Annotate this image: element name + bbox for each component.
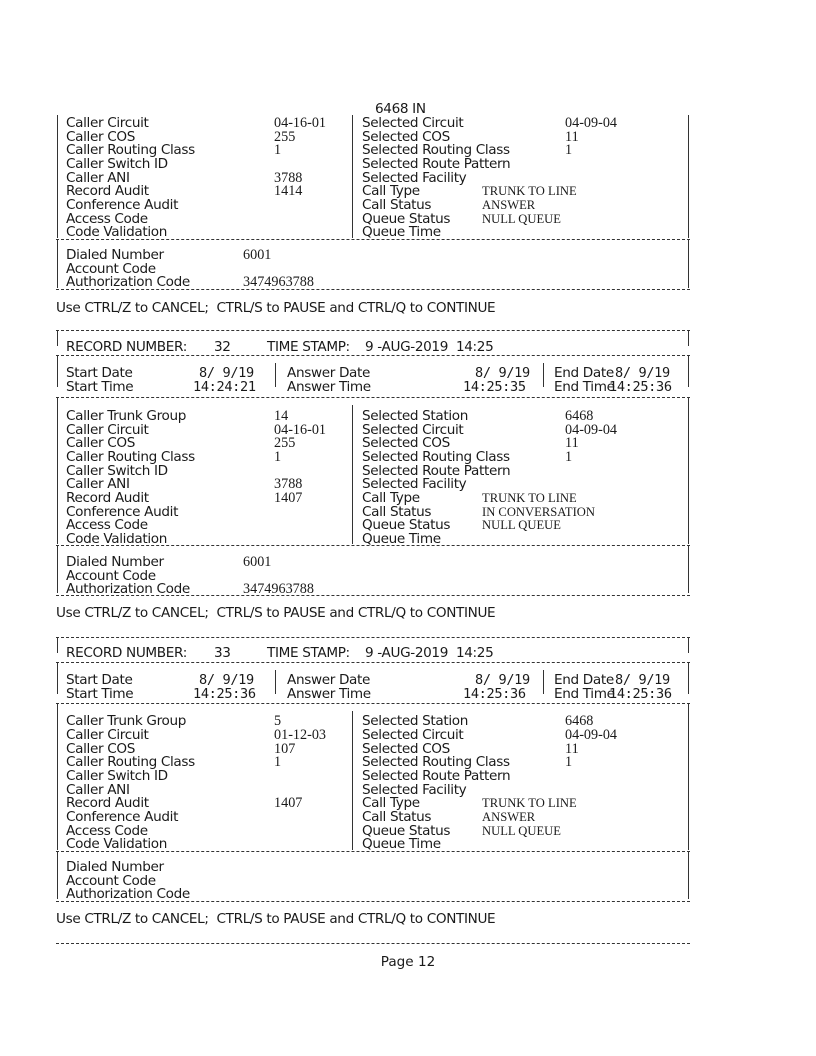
field-value: 04-16-01: [274, 115, 327, 131]
field-label: Caller Circuit: [66, 422, 149, 438]
dialed-number-label: Dialed Number: [66, 859, 164, 875]
dialed-number-value: 6001: [243, 554, 272, 570]
authorization-code-value: 3474963788: [243, 274, 314, 290]
left-border: [57, 663, 58, 694]
left-border: [57, 240, 58, 288]
field-label: Call Status: [362, 504, 432, 520]
field-value: ANSWER: [482, 198, 536, 212]
dialed-number-label: Dialed Number: [66, 247, 164, 263]
left-border: [57, 704, 58, 850]
page-number: Page 12: [380, 954, 436, 970]
right-border: [688, 356, 689, 387]
field-label: Selected Route Pattern: [362, 156, 511, 172]
field-label: Selected Route Pattern: [362, 768, 511, 784]
field-value: NULL QUEUE: [482, 212, 561, 226]
left-border: [57, 115, 58, 238]
divider: [56, 397, 690, 398]
field-value: 255: [274, 435, 296, 451]
authorization-code-label: Authorization Code: [66, 581, 190, 597]
field-label: Queue Time: [362, 224, 441, 240]
field-value: NULL QUEUE: [482, 824, 561, 838]
record-number-label: RECORD NUMBER:: [66, 339, 187, 355]
answer-date-label: Answer Date: [287, 365, 371, 381]
field-label: Selected Facility: [362, 170, 467, 186]
divider: [56, 637, 690, 638]
field-label: Code Validation: [66, 224, 167, 240]
account-code-label: Account Code: [66, 568, 156, 584]
start-time-label: Start Time: [66, 686, 134, 702]
right-border: [688, 546, 689, 593]
column-divider: [352, 405, 353, 544]
field-label: Selected Routing Class: [362, 142, 510, 158]
dialed-number-label: Dialed Number: [66, 554, 164, 570]
left-border: [57, 398, 58, 544]
left-border: [57, 852, 58, 899]
control-hint: Use CTRL/Z to CANCEL; CTRL/S to PAUSE and CTRL/Q to CONTINUE: [56, 911, 496, 927]
column-divider: [543, 670, 544, 694]
divider: [56, 703, 690, 704]
field-label: Selected Facility: [362, 476, 467, 492]
field-label: Selected COS: [362, 129, 450, 145]
field-label: Caller Routing Class: [66, 449, 195, 465]
account-code-label: Account Code: [66, 261, 156, 277]
end-date: 8/ 9/19: [615, 672, 670, 688]
field-value: 1: [274, 142, 282, 158]
field-value: 1407: [274, 795, 303, 811]
field-value: 1: [274, 449, 282, 465]
control-hint: Use CTRL/Z to CANCEL; CTRL/S to PAUSE and CTRL/Q to CONTINUE: [56, 300, 496, 316]
field-label: Selected Route Pattern: [362, 463, 511, 479]
field-value: 255: [274, 129, 296, 145]
field-value: 11: [565, 435, 579, 451]
start-time: 14:25:36: [193, 686, 256, 702]
field-value: 3788: [274, 476, 303, 492]
field-value: 04-09-04: [565, 727, 618, 743]
field-value: 04-16-01: [274, 422, 327, 438]
field-label: Queue Time: [362, 836, 441, 852]
field-label: Caller Trunk Group: [66, 408, 187, 424]
end-date-label: End Date: [554, 672, 614, 688]
field-label: Caller Routing Class: [66, 142, 195, 158]
left-border: [57, 546, 58, 593]
field-value: 6468: [565, 713, 594, 729]
divider: [56, 851, 690, 852]
answer-date-label: Answer Date: [287, 672, 371, 688]
field-label: Queue Status: [362, 211, 451, 227]
field-label: Selected Facility: [362, 782, 467, 798]
answer-date: 8/ 9/19: [475, 365, 530, 381]
right-border: [688, 852, 689, 899]
authorization-code-label: Authorization Code: [66, 274, 190, 290]
field-label: Record Audit: [66, 795, 149, 811]
field-label: Caller ANI: [66, 782, 130, 798]
field-value: TRUNK TO LINE: [482, 184, 577, 198]
field-value: 3788: [274, 170, 303, 186]
authorization-code-label: Authorization Code: [66, 886, 190, 902]
field-value: 01-12-03: [274, 727, 327, 743]
field-label: Call Status: [362, 809, 432, 825]
field-label: Selected Routing Class: [362, 754, 510, 770]
account-code-label: Account Code: [66, 873, 156, 889]
field-label: Caller COS: [66, 435, 135, 451]
answer-time: 14:25:36: [463, 686, 526, 702]
right-border: [688, 331, 689, 346]
answer-time: 14:25:35: [463, 379, 526, 395]
field-label: Selected Routing Class: [362, 449, 510, 465]
field-label: Caller Circuit: [66, 727, 149, 743]
field-value: 1407: [274, 490, 303, 506]
end-time-label: End Time: [554, 379, 615, 395]
field-label: Caller COS: [66, 129, 135, 145]
answer-time-label: Answer Time: [287, 686, 371, 702]
field-label: Conference Audit: [66, 197, 179, 213]
field-label: Call Type: [362, 490, 420, 506]
column-divider: [352, 711, 353, 850]
start-date-label: Start Date: [66, 672, 133, 688]
field-value: 14: [274, 408, 289, 424]
start-time-label: Start Time: [66, 379, 134, 395]
left-border: [57, 356, 58, 387]
column-divider: [275, 670, 276, 694]
start-date: 8/ 9/19: [199, 365, 254, 381]
field-label: Record Audit: [66, 183, 149, 199]
field-value: 1: [274, 754, 282, 770]
field-label: Call Type: [362, 795, 420, 811]
left-border: [57, 638, 58, 653]
record-number: 33: [214, 645, 231, 661]
divider: [56, 289, 690, 290]
answer-date: 8/ 9/19: [475, 672, 530, 688]
end-time-label: End Time: [554, 686, 615, 702]
control-hint: Use CTRL/Z to CANCEL; CTRL/S to PAUSE and CTRL/Q to CONTINUE: [56, 605, 496, 621]
field-value: 5: [274, 713, 282, 729]
field-value: 1: [565, 449, 573, 465]
field-label: Caller ANI: [66, 170, 130, 186]
end-time: 14:25:36: [609, 686, 672, 702]
record-number-label: RECORD NUMBER:: [66, 645, 187, 661]
field-value: TRUNK TO LINE: [482, 796, 577, 810]
field-value: ANSWER: [482, 810, 536, 824]
field-label: Caller Trunk Group: [66, 713, 187, 729]
field-value: 1: [565, 142, 573, 158]
divider: [56, 943, 690, 944]
divider: [56, 901, 690, 902]
field-value: 1: [565, 754, 573, 770]
end-date-label: End Date: [554, 365, 614, 381]
field-label: Caller Switch ID: [66, 768, 168, 784]
field-label: Queue Time: [362, 531, 441, 547]
column-divider: [543, 363, 544, 387]
field-label: Selected Circuit: [362, 727, 464, 743]
right-border: [688, 638, 689, 653]
field-value: IN CONVERSATION: [482, 505, 595, 519]
start-date-label: Start Date: [66, 365, 133, 381]
field-label: Caller Circuit: [66, 115, 149, 131]
record-number: 32: [214, 339, 231, 355]
field-value: 04-09-04: [565, 115, 618, 131]
end-time: 14:25:36: [609, 379, 672, 395]
field-label: Caller Routing Class: [66, 754, 195, 770]
field-label: Caller Switch ID: [66, 463, 168, 479]
field-label: Conference Audit: [66, 809, 179, 825]
field-label: Queue Status: [362, 823, 451, 839]
field-label: Call Status: [362, 197, 432, 213]
field-value: 11: [565, 741, 579, 757]
field-value: 6468: [565, 408, 594, 424]
end-date: 8/ 9/19: [615, 365, 670, 381]
divider: [56, 662, 690, 663]
field-label: Selected COS: [362, 435, 450, 451]
field-label: Queue Status: [362, 517, 451, 533]
field-value: TRUNK TO LINE: [482, 491, 577, 505]
field-label: Access Code: [66, 823, 148, 839]
divider: [56, 355, 690, 356]
authorization-code-value: 3474963788: [243, 581, 314, 597]
divider: [56, 595, 690, 596]
dialed-number-value: 6001: [243, 247, 272, 263]
field-label: Access Code: [66, 517, 148, 533]
field-label: Code Validation: [66, 531, 167, 547]
field-value: 1414: [274, 183, 303, 199]
column-divider: [352, 115, 353, 238]
field-value: 107: [274, 741, 296, 757]
field-label: Selected COS: [362, 741, 450, 757]
field-value: NULL QUEUE: [482, 518, 561, 532]
divider: [56, 545, 690, 546]
field-label: Selected Station: [362, 408, 468, 424]
field-label: Caller Switch ID: [66, 156, 168, 172]
start-date: 8/ 9/19: [199, 672, 254, 688]
left-border: [57, 331, 58, 346]
time-stamp-label: TIME STAMP:: [267, 645, 350, 661]
field-label: Call Type: [362, 183, 420, 199]
start-time: 14:24:21: [193, 379, 256, 395]
right-border: [688, 240, 689, 288]
field-label: Code Validation: [66, 836, 167, 852]
time-stamp: 9 -AUG-2019 14:25: [365, 339, 494, 355]
field-label: Access Code: [66, 211, 148, 227]
answer-time-label: Answer Time: [287, 379, 371, 395]
right-border: [688, 663, 689, 694]
field-label: Record Audit: [66, 490, 149, 506]
column-divider: [275, 363, 276, 387]
field-label: Caller ANI: [66, 476, 130, 492]
field-label: Conference Audit: [66, 504, 179, 520]
right-border: [688, 398, 689, 544]
right-border: [688, 115, 689, 238]
field-value: 11: [565, 129, 579, 145]
selected-station-fragment: 6468 IN: [375, 101, 426, 117]
field-label: Selected Station: [362, 713, 468, 729]
right-border: [688, 704, 689, 850]
field-value: 04-09-04: [565, 422, 618, 438]
divider: [56, 239, 690, 240]
field-label: Caller COS: [66, 741, 135, 757]
divider: [56, 330, 690, 331]
time-stamp: 9 -AUG-2019 14:25: [365, 645, 494, 661]
field-label: Selected Circuit: [362, 422, 464, 438]
field-label: Selected Circuit: [362, 115, 464, 131]
time-stamp-label: TIME STAMP:: [267, 339, 350, 355]
